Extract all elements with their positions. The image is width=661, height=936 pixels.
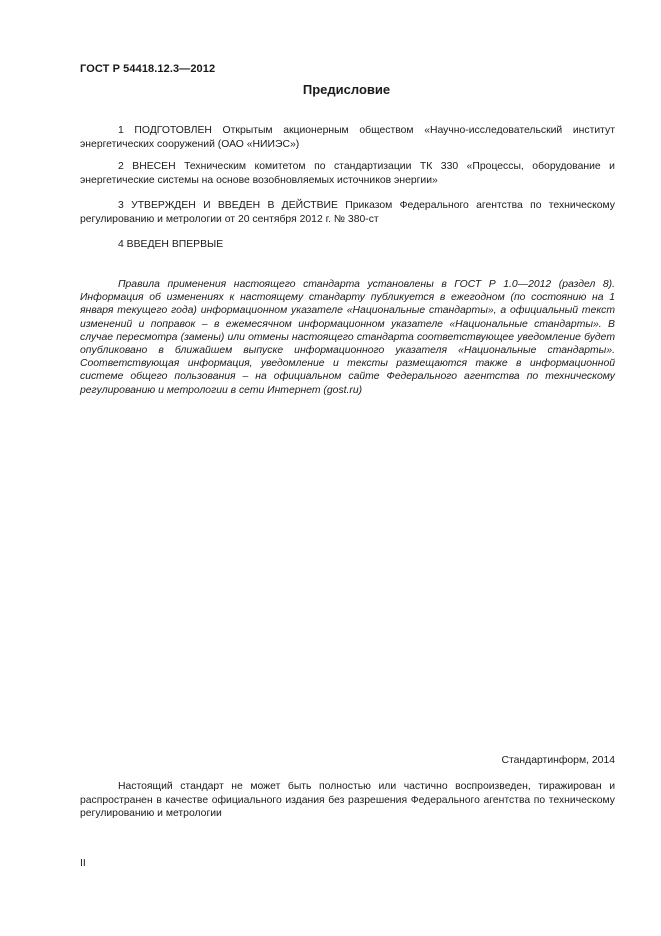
foreword-item-4-text: 4 ВВЕДЕН ВПЕРВЫЕ: [118, 239, 224, 250]
foreword-item-2-text: 2 ВНЕСЕН Техническим комитетом по стандартизации ТК 330 «Процессы, оборудование и энергетические системы на основе возобновляемых источников энергии»: [80, 161, 615, 186]
foreword-item-4: [80, 238, 615, 252]
foreword-item-3: [80, 199, 615, 226]
page-number: II: [80, 858, 86, 869]
rules-note-text: Правила применения настоящего стандарта установлены в ГОСТ Р 1.0—2012 (раздел 8). Информация об изменениях к настоящему стандарту публикуется в ежегодном (по состоянию на 1 января текущего года) информационном указателе «Национальные стандарты», а официальный текст изменений и поправок – в ежемесячном информационном указателе «Национальные стандарты». В случае пересмотра (замены) или отмены настоящего стандарта соответствующее уведомление будет опубликовано в ближайшем выпуске информационного указателя «Национальные стандарты». Соответствующая информация, уведомление и тексты размещаются также в информационной системе общего пользования – на официальном сайте Федерального агентства по техническому регулированию и метрологии в сети Интернет (gost.ru): [80, 279, 615, 396]
foreword-item-3-text: 3 УТВЕРЖДЕН И ВВЕДЕН В ДЕЙСТВИЕ Приказом Федерального агентства по техническому регулированию и метрологии от 20 сентября 2012 г. № 380-ст: [80, 200, 615, 225]
foreword-item-1-text: 1 ПОДГОТОВЛЕН Открытым акционерным обществом «Научно-исследовательский институт энергетических сооружений (ОАО «НИИЭС»): [80, 125, 615, 150]
standard-code: ГОСТ Р 54418.12.3—2012: [80, 63, 216, 75]
publisher-line: Стандартинформ, 2014: [501, 755, 615, 766]
copyright-notice: [80, 780, 615, 821]
page-title: Предисловие: [302, 82, 391, 97]
foreword-item-2: [80, 160, 615, 187]
rules-note: [80, 278, 615, 397]
foreword-item-1: [80, 124, 615, 151]
copyright-notice-text: Настоящий стандарт не может быть полностью или частично воспроизведен, тиражирован и распространен в качестве официального издания без разрешения Федерального агентства по техническому регулированию и метрологии: [80, 781, 615, 820]
